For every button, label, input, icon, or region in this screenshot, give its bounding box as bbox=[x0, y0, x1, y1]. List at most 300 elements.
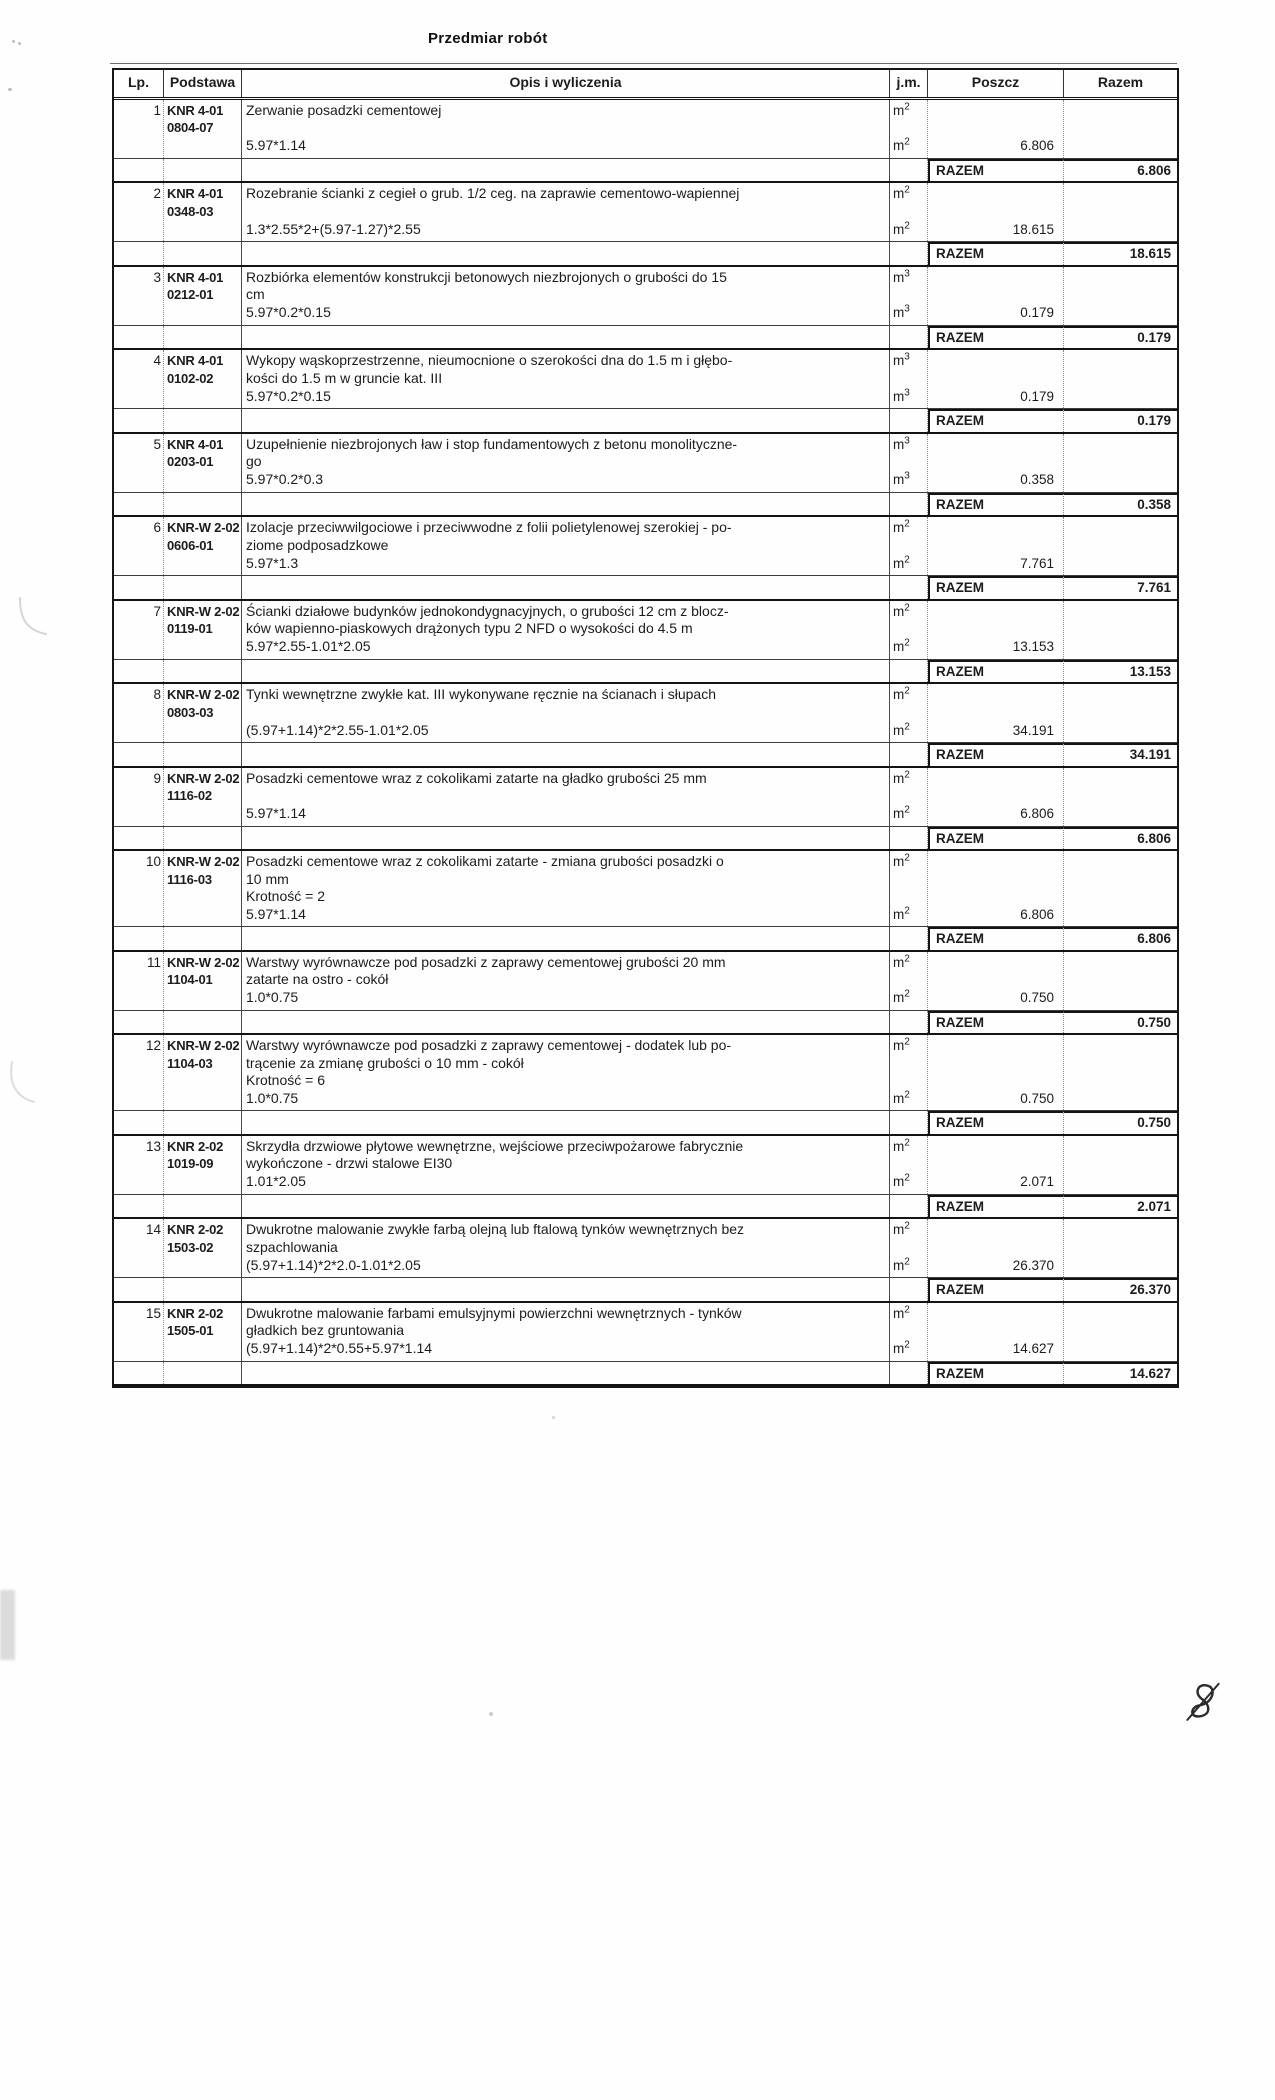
calculation-line: 5.97*0.2*0.15 bbox=[246, 387, 331, 404]
unit-top: $m^2$ bbox=[893, 852, 910, 869]
item-main-row bbox=[114, 517, 1177, 576]
description-line: zatarte na ostro - cokół bbox=[246, 971, 389, 987]
item-main-row bbox=[114, 1136, 1177, 1195]
table-item bbox=[114, 1136, 1177, 1220]
table-item bbox=[114, 684, 1177, 768]
unit-exponent: 3 bbox=[904, 470, 910, 482]
item-main-row bbox=[114, 100, 1177, 159]
sum-row-empty-lp bbox=[114, 1278, 164, 1301]
description-line: ziome podposadzkowe bbox=[246, 536, 389, 553]
description-block bbox=[246, 269, 885, 304]
sum-label: RAZEM bbox=[928, 493, 1064, 516]
item-number: 12 bbox=[114, 1035, 164, 1110]
unit-exponent: 2 bbox=[904, 602, 910, 613]
sum-row-empty-podstawa bbox=[164, 827, 242, 850]
unit-exponent: 2 bbox=[904, 518, 910, 530]
item-partial-value-cell bbox=[928, 1035, 1064, 1110]
item-main-row bbox=[114, 350, 1177, 409]
item-total-cell-empty bbox=[1064, 1035, 1177, 1110]
partial-value: 6.806 bbox=[1020, 138, 1054, 153]
item-sum-row bbox=[114, 159, 1177, 184]
sum-row-empty-opis bbox=[242, 409, 890, 432]
sum-row-empty-jm bbox=[890, 409, 928, 432]
description-block bbox=[246, 770, 885, 788]
basis-code-line: 1019-09 bbox=[167, 1156, 214, 1171]
description-line: Ścianki działowe budynków jednokondygnacyjnych, o grubości 12 cm z blocz- bbox=[246, 602, 729, 619]
item-unit-cell bbox=[890, 851, 928, 926]
calculation-line: (5.97+1.14)*2*2.0-1.01*2.05 bbox=[246, 1256, 421, 1273]
sum-value: 6.806 bbox=[1064, 159, 1177, 182]
sum-row-empty-lp bbox=[114, 1011, 164, 1034]
description-block bbox=[246, 352, 885, 387]
calculation-line: 5.97*2.55-1.01*2.05 bbox=[246, 638, 371, 654]
item-basis-code bbox=[164, 267, 242, 325]
basis-code-line: KNR 4-01 bbox=[167, 186, 224, 201]
sum-row-empty-podstawa bbox=[164, 927, 242, 950]
sum-row-empty-podstawa bbox=[164, 1195, 242, 1218]
unit-top: $m^2$ bbox=[893, 769, 910, 786]
sum-label: RAZEM bbox=[928, 159, 1064, 182]
description-line: Krotność = 2 bbox=[246, 888, 325, 904]
item-partial-value-cell bbox=[928, 851, 1064, 926]
item-basis-code bbox=[164, 851, 242, 926]
item-unit-cell bbox=[890, 517, 928, 575]
item-sum-row bbox=[114, 827, 1177, 852]
sum-row-empty-jm bbox=[890, 1278, 928, 1301]
sum-row-empty-lp bbox=[114, 326, 164, 349]
item-unit-cell bbox=[890, 601, 928, 659]
unit-calc: $m^2$ bbox=[893, 136, 910, 153]
sum-row-empty-opis bbox=[242, 1195, 890, 1218]
sum-value: 0.750 bbox=[1064, 1111, 1177, 1134]
item-unit-cell bbox=[890, 434, 928, 492]
partial-value: 34.191 bbox=[1012, 722, 1054, 738]
sum-row-empty-opis bbox=[242, 493, 890, 516]
sum-row-empty-podstawa bbox=[164, 409, 242, 432]
item-sum-row bbox=[114, 927, 1177, 952]
partial-value: 18.615 bbox=[1012, 221, 1054, 237]
table-item bbox=[114, 952, 1177, 1036]
basis-code-line: 0212-01 bbox=[167, 287, 214, 302]
description-block bbox=[246, 603, 885, 638]
unit-top: $m^2$ bbox=[893, 1220, 910, 1237]
partial-value: 0.750 bbox=[1020, 1090, 1054, 1106]
table-item bbox=[114, 434, 1177, 518]
unit-exponent: 2 bbox=[904, 101, 910, 112]
unit-exponent: 2 bbox=[904, 1137, 910, 1148]
header-poszcz: Poszcz bbox=[928, 70, 1064, 97]
item-description-cell bbox=[242, 1219, 890, 1277]
description-line: go bbox=[246, 453, 262, 469]
sum-row-empty-jm bbox=[890, 576, 928, 599]
item-main-row bbox=[114, 267, 1177, 326]
item-number: 6 bbox=[114, 517, 164, 575]
sum-row-empty-podstawa bbox=[164, 660, 242, 683]
sum-value: 14.627 bbox=[1064, 1362, 1177, 1385]
description-line: Skrzydła drzwiowe płytowe wewnętrzne, wejściowe przeciwpożarowe fabrycznie bbox=[246, 1137, 744, 1154]
items-container bbox=[114, 100, 1177, 1387]
item-number: 10 bbox=[114, 851, 164, 926]
unit-exponent: 2 bbox=[904, 1172, 910, 1184]
table-top-rule bbox=[110, 63, 1177, 64]
item-basis-code bbox=[164, 517, 242, 575]
item-unit-cell bbox=[890, 100, 928, 158]
unit-top: $m^2$ bbox=[893, 518, 910, 535]
unit-exponent: 3 bbox=[904, 268, 910, 279]
item-basis-code bbox=[164, 1219, 242, 1277]
item-unit-cell bbox=[890, 1035, 928, 1110]
unit-exponent: 2 bbox=[904, 852, 910, 864]
unit-calc: $m^2$ bbox=[893, 1172, 910, 1189]
item-description-cell bbox=[242, 517, 890, 575]
unit-calc: $m^2$ bbox=[893, 1256, 910, 1273]
basis-code-line: 0119-01 bbox=[167, 621, 213, 636]
description-block bbox=[246, 1037, 885, 1090]
item-basis-code bbox=[164, 100, 242, 158]
bill-of-quantities-table bbox=[112, 68, 1179, 1388]
sum-row-empty-jm bbox=[890, 660, 928, 683]
basis-code-line: 0203-01 bbox=[167, 454, 214, 469]
table-item bbox=[114, 1035, 1177, 1136]
item-number: 13 bbox=[114, 1136, 164, 1194]
table-item bbox=[114, 267, 1177, 351]
calculation-line: 1.01*2.05 bbox=[246, 1173, 306, 1189]
unit-calc: $m^2$ bbox=[893, 554, 910, 571]
basis-code-line: KNR-W 2-02 bbox=[167, 687, 240, 702]
partial-value: 7.761 bbox=[1020, 555, 1054, 571]
sum-row-empty-jm bbox=[890, 1111, 928, 1134]
item-main-row bbox=[114, 1219, 1177, 1278]
unit-top: $m^3$ bbox=[893, 351, 910, 368]
unit-calc: $m^2$ bbox=[893, 1339, 910, 1356]
item-description-cell bbox=[242, 952, 890, 1010]
item-number: 3 bbox=[114, 267, 164, 325]
pen-stroke-artifact bbox=[6, 1060, 40, 1106]
sum-label: RAZEM bbox=[928, 1195, 1064, 1218]
basis-code-line: KNR 4-01 bbox=[167, 102, 224, 118]
item-sum-row bbox=[114, 660, 1177, 685]
item-partial-value-cell bbox=[928, 952, 1064, 1010]
sum-row-empty-jm bbox=[890, 1011, 928, 1034]
description-line: Zerwanie posadzki cementowej bbox=[246, 101, 442, 118]
description-block bbox=[246, 1305, 885, 1340]
item-unit-cell bbox=[890, 684, 928, 742]
item-description-cell bbox=[242, 183, 890, 241]
sum-row-empty-podstawa bbox=[164, 159, 242, 182]
sum-row-empty-jm bbox=[890, 326, 928, 349]
sum-row-empty-opis bbox=[242, 1111, 890, 1134]
description-line: Dwukrotne malowanie zwykłe farbą olejną lub ftalową tynków wewnętrznych bez bbox=[246, 1221, 745, 1237]
unit-exponent: 2 bbox=[904, 988, 910, 1000]
sum-label: RAZEM bbox=[928, 743, 1064, 766]
sum-label: RAZEM bbox=[928, 1278, 1064, 1301]
item-sum-row bbox=[114, 576, 1177, 601]
unit-calc: $m^3$ bbox=[893, 470, 910, 487]
unit-top: $m^2$ bbox=[893, 101, 910, 118]
item-unit-cell bbox=[890, 768, 928, 826]
sum-label: RAZEM bbox=[928, 827, 1064, 850]
item-basis-code bbox=[164, 434, 242, 492]
partial-value: 26.370 bbox=[1012, 1257, 1054, 1273]
item-partial-value-cell bbox=[928, 768, 1064, 826]
calculation-line: 5.97*1.3 bbox=[246, 554, 299, 571]
sum-value: 26.370 bbox=[1064, 1278, 1177, 1301]
description-block bbox=[246, 853, 885, 906]
description-block bbox=[246, 436, 885, 471]
item-basis-code bbox=[164, 952, 242, 1010]
description-line: 10 mm bbox=[246, 870, 289, 887]
item-sum-row bbox=[114, 1195, 1177, 1220]
item-basis-code bbox=[164, 350, 242, 408]
table-item bbox=[114, 183, 1177, 267]
sum-row-empty-podstawa bbox=[164, 242, 242, 265]
basis-code-line: 1104-03 bbox=[167, 1055, 213, 1071]
basis-code-line: KNR 4-01 bbox=[167, 436, 224, 452]
item-main-row bbox=[114, 952, 1177, 1011]
item-partial-value-cell bbox=[928, 601, 1064, 659]
item-main-row bbox=[114, 851, 1177, 927]
table-item bbox=[114, 601, 1177, 685]
sum-value: 34.191 bbox=[1064, 743, 1177, 766]
item-total-cell-empty bbox=[1064, 267, 1177, 325]
description-line: Wykopy wąskoprzestrzenne, nieumocnione o szerokości dna do 1.5 m i głębo- bbox=[246, 352, 733, 368]
item-basis-code bbox=[164, 684, 242, 742]
item-partial-value-cell bbox=[928, 183, 1064, 241]
description-line: Posadzki cementowe wraz z cokolikami zatarte na gładko grubości 25 mm bbox=[246, 769, 707, 786]
unit-top: $m^2$ bbox=[893, 1036, 910, 1053]
sum-row-empty-opis bbox=[242, 1011, 890, 1034]
item-partial-value-cell bbox=[928, 1303, 1064, 1361]
item-number: 14 bbox=[114, 1219, 164, 1277]
item-main-row bbox=[114, 434, 1177, 493]
sum-row-empty-podstawa bbox=[164, 1278, 242, 1301]
sum-label: RAZEM bbox=[928, 1362, 1064, 1385]
unit-exponent: 2 bbox=[904, 554, 910, 565]
scan-speck bbox=[12, 40, 15, 43]
item-number: 7 bbox=[114, 601, 164, 659]
basis-code-line: 1505-01 bbox=[167, 1323, 214, 1338]
basis-code-line: KNR-W 2-02 bbox=[167, 954, 240, 970]
item-main-row bbox=[114, 1303, 1177, 1362]
sum-value: 2.071 bbox=[1064, 1195, 1177, 1218]
basis-code-line: KNR 2-02 bbox=[167, 1138, 224, 1154]
item-number: 8 bbox=[114, 684, 164, 742]
sum-value: 7.761 bbox=[1064, 576, 1177, 599]
handwritten-8-mark bbox=[1183, 1676, 1225, 1729]
item-partial-value-cell bbox=[928, 267, 1064, 325]
description-block bbox=[246, 686, 885, 704]
item-unit-cell bbox=[890, 267, 928, 325]
basis-code-line: KNR 2-02 bbox=[167, 1222, 224, 1237]
unit-top: $m^2$ bbox=[893, 1137, 910, 1154]
item-description-cell bbox=[242, 1136, 890, 1194]
item-partial-value-cell bbox=[928, 1219, 1064, 1277]
item-description-cell bbox=[242, 100, 890, 158]
calculation-line: (5.97+1.14)*2*0.55+5.97*1.14 bbox=[246, 1340, 433, 1356]
table-item bbox=[114, 768, 1177, 852]
item-number: 11 bbox=[114, 952, 164, 1010]
item-total-cell-empty bbox=[1064, 434, 1177, 492]
sum-row-empty-jm bbox=[890, 827, 928, 850]
sum-row-empty-lp bbox=[114, 927, 164, 950]
sum-row-empty-lp bbox=[114, 576, 164, 599]
item-description-cell bbox=[242, 1035, 890, 1110]
unit-top: $m^2$ bbox=[893, 685, 910, 702]
table-item bbox=[114, 517, 1177, 601]
item-total-cell-empty bbox=[1064, 1303, 1177, 1361]
item-description-cell bbox=[242, 350, 890, 408]
item-description-cell bbox=[242, 267, 890, 325]
calculation-line: (5.97+1.14)*2*2.55-1.01*2.05 bbox=[246, 721, 429, 738]
item-total-cell-empty bbox=[1064, 100, 1177, 158]
item-main-row bbox=[114, 684, 1177, 743]
item-description-cell bbox=[242, 851, 890, 926]
description-block bbox=[246, 1138, 885, 1173]
sum-row-empty-lp bbox=[114, 493, 164, 516]
description-line: Izolacje przeciwwilgociowe i przeciwwodne z folii polietylenowej szerokiej - po- bbox=[246, 519, 732, 535]
table-item bbox=[114, 1219, 1177, 1303]
item-sum-row bbox=[114, 326, 1177, 351]
basis-code-line: 0348-03 bbox=[167, 203, 214, 219]
description-line: trącenie za zmianę grubości o 10 mm - cokół bbox=[246, 1054, 524, 1071]
unit-calc: $m^2$ bbox=[893, 637, 910, 654]
sum-value: 18.615 bbox=[1064, 242, 1177, 265]
item-main-row bbox=[114, 1035, 1177, 1111]
basis-code-line: KNR-W 2-02 bbox=[167, 854, 240, 869]
unit-exponent: 2 bbox=[904, 905, 910, 916]
description-line: wykończone - drzwi stalowe EI30 bbox=[246, 1155, 453, 1171]
basis-code-line: KNR-W 2-02 bbox=[167, 1038, 240, 1053]
sum-row-empty-opis bbox=[242, 576, 890, 599]
item-unit-cell bbox=[890, 350, 928, 408]
unit-exponent: 2 bbox=[904, 685, 910, 697]
scan-speck bbox=[552, 1416, 555, 1419]
header-jm: j.m. bbox=[890, 70, 928, 97]
unit-exponent: 2 bbox=[904, 1256, 910, 1267]
calculation-line: 5.97*1.14 bbox=[246, 805, 306, 821]
item-basis-code bbox=[164, 1035, 242, 1110]
sum-row-empty-opis bbox=[242, 159, 890, 182]
sum-row-empty-lp bbox=[114, 827, 164, 850]
item-total-cell-empty bbox=[1064, 1136, 1177, 1194]
header-razem: Razem bbox=[1097, 74, 1144, 90]
item-total-cell-empty bbox=[1064, 851, 1177, 926]
item-sum-row bbox=[114, 242, 1177, 267]
unit-exponent: 2 bbox=[904, 1304, 910, 1315]
table-item bbox=[114, 100, 1177, 184]
item-total-cell-empty bbox=[1064, 768, 1177, 826]
sum-row-empty-jm bbox=[890, 927, 928, 950]
description-line: Rozebranie ścianki z cegieł o grub. 1/2 ceg. na zaprawie cementowo-wapiennej bbox=[246, 185, 740, 201]
sum-value: 6.806 bbox=[1064, 827, 1177, 850]
unit-exponent: 3 bbox=[904, 351, 910, 363]
unit-exponent: 2 bbox=[904, 1089, 910, 1100]
sum-row-empty-opis bbox=[242, 827, 890, 850]
item-unit-cell bbox=[890, 952, 928, 1010]
item-total-cell-empty bbox=[1064, 952, 1177, 1010]
item-total-cell-empty bbox=[1064, 601, 1177, 659]
basis-code-line: KNR 2-02 bbox=[167, 1305, 224, 1321]
calculation-line: 1.0*0.75 bbox=[246, 989, 299, 1005]
basis-code-line: 1503-02 bbox=[167, 1239, 214, 1255]
item-basis-code bbox=[164, 1136, 242, 1194]
sum-row-empty-jm bbox=[890, 1362, 928, 1385]
page-title: Przedmiar robót bbox=[428, 30, 548, 47]
unit-calc: $m^3$ bbox=[893, 303, 910, 320]
table-item bbox=[114, 1303, 1177, 1387]
sum-row-empty-lp bbox=[114, 1111, 164, 1134]
item-partial-value-cell bbox=[928, 684, 1064, 742]
sum-row-empty-lp bbox=[114, 1362, 164, 1385]
sum-value: 6.806 bbox=[1064, 927, 1177, 950]
description-line: Tynki wewnętrzne zwykłe kat. III wykonywane ręcznie na ścianach i słupach bbox=[246, 686, 716, 702]
sum-row-empty-lp bbox=[114, 1195, 164, 1218]
table-item bbox=[114, 851, 1177, 952]
basis-code-line: 0606-01 bbox=[167, 537, 214, 553]
item-total-cell-empty bbox=[1064, 517, 1177, 575]
item-main-row bbox=[114, 768, 1177, 827]
sum-row-empty-opis bbox=[242, 927, 890, 950]
item-partial-value-cell bbox=[928, 1136, 1064, 1194]
pen-stroke-artifact bbox=[16, 596, 50, 640]
partial-value: 0.179 bbox=[1020, 305, 1054, 320]
unit-exponent: 2 bbox=[904, 769, 910, 780]
sum-row-empty-podstawa bbox=[164, 493, 242, 516]
description-block bbox=[246, 102, 885, 120]
sum-row-empty-jm bbox=[890, 1195, 928, 1218]
item-partial-value-cell bbox=[928, 517, 1064, 575]
sum-label: RAZEM bbox=[928, 326, 1064, 349]
description-block bbox=[246, 954, 885, 989]
unit-top: $m^3$ bbox=[893, 268, 910, 285]
sum-row-empty-jm bbox=[890, 493, 928, 516]
item-number: 4 bbox=[114, 350, 164, 408]
calculation-line: 1.3*2.55*2+(5.97-1.27)*2.55 bbox=[246, 220, 421, 237]
sum-row-empty-podstawa bbox=[164, 1111, 242, 1134]
sum-row-empty-jm bbox=[890, 743, 928, 766]
unit-top: $m^2$ bbox=[893, 602, 910, 619]
sum-row-empty-lp bbox=[114, 660, 164, 683]
sum-row-empty-podstawa bbox=[164, 743, 242, 766]
basis-code-line: 0803-03 bbox=[167, 704, 214, 720]
unit-top: $m^2$ bbox=[893, 953, 910, 970]
description-line: kości do 1.5 m w gruncie kat. III bbox=[246, 369, 443, 386]
item-basis-code bbox=[164, 601, 242, 659]
sum-row-empty-opis bbox=[242, 743, 890, 766]
unit-exponent: 2 bbox=[904, 637, 910, 649]
partial-value: 0.750 bbox=[1020, 990, 1054, 1005]
sum-value: 0.179 bbox=[1064, 409, 1177, 432]
scan-speck bbox=[18, 42, 21, 45]
partial-value: 2.071 bbox=[1020, 1174, 1054, 1189]
sum-row-empty-podstawa bbox=[164, 1011, 242, 1034]
unit-calc: $m^2$ bbox=[893, 905, 910, 922]
unit-exponent: 2 bbox=[904, 1036, 910, 1048]
calculation-line: 5.97*0.2*0.15 bbox=[246, 304, 331, 320]
sum-label: RAZEM bbox=[928, 1011, 1064, 1034]
calculation-line: 1.0*0.75 bbox=[246, 1089, 299, 1106]
item-unit-cell bbox=[890, 1219, 928, 1277]
item-number: 15 bbox=[114, 1303, 164, 1361]
basis-code-line: 0804-07 bbox=[167, 120, 214, 135]
item-sum-row bbox=[114, 1362, 1177, 1387]
description-line: gładkich bez gruntowania bbox=[246, 1322, 404, 1338]
item-number: 9 bbox=[114, 768, 164, 826]
partial-value: 14.627 bbox=[1012, 1341, 1054, 1356]
header-lp: Lp. bbox=[114, 70, 164, 97]
description-line: Warstwy wyrównawcze pod posadzki z zaprawy cementowej grubości 20 mm bbox=[246, 953, 726, 970]
sum-value: 13.153 bbox=[1064, 660, 1177, 683]
